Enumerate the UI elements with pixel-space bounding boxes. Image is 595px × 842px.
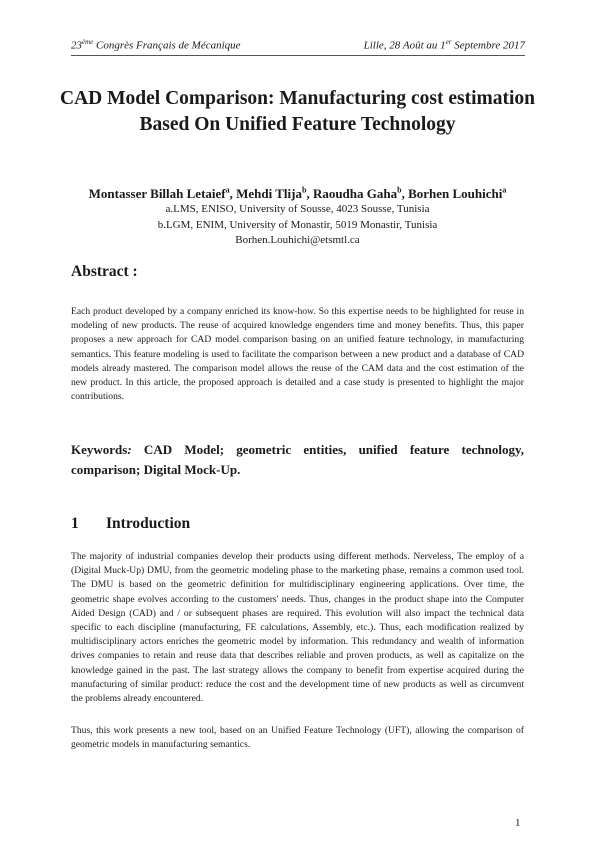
author: Borhen Louhichi$^a$ (408, 186, 507, 202)
paper-title: CAD Model Comparison: Manufacturing cost estimation Based On Unified Feature Technology (60, 88, 536, 135)
author: Raoudha Gaha$^b$, (312, 186, 409, 202)
author-email[interactable]: Borhen.Louhichi@etsmtl.ca (235, 234, 360, 246)
conference-name: 23ème Congrès Français de Mécanique (71, 38, 241, 52)
abstract-heading: Abstract : (71, 263, 138, 280)
section-heading-introduction (71, 515, 190, 533)
abstract-text: Each product developed by a company enriched its know-how. So this expertise needs to be highlighted for reuse in modeling of new products. The reuse of acquired knowledge engenders time and money benefits. Thus, this paper proposes a new approach for CAD model comparison basing on an unified feature technology, in manufacturing semantics. This feature modeling is used to facilitate the comparison between a new product and a database of CAD models already mastered. The comparison model allows the reuse of the CAM data and the cost estimation of the new product. In this article, the proposed approach is detailed and a case study is presented to highlight the major contributions. (71, 306, 524, 403)
author-list (60, 183, 535, 201)
section-number: 1 (71, 515, 79, 532)
author: Mehdi Tlija$^b$, (236, 186, 313, 202)
section-title: Introduction (106, 515, 191, 532)
keywords: Keywords: CAD Model; geometric entities, unified feature technology, comparison; Digital Mock-Up. (71, 442, 524, 477)
running-header (71, 36, 525, 56)
page-number: 1 (515, 817, 521, 829)
introduction-paragraph-2: Thus, this work presents a new tool, based on an Unified Feature Technology (UFT), allowing the comparison of geometric models in manufacturing semantics. (71, 725, 524, 751)
affiliation-b: b.LGM, ENIM, University of Monastir, 5019 Monastir, Tunisia (157, 219, 438, 231)
introduction-paragraph-1: The majority of industrial companies develop their products using different methods. Nerveless, The employ of a (Digital Muck-Up) DMU, from the geometric modeling phase to the marketing phase, remains a common used tool. The DMU is based on the geometric definition for multidisciplinary engineering applications. Over time, the geometric shape evolves according to the customers' needs. Thus, changes in the product shape into the Computer Aided Design (CAD) and / or subsequent phases are required. This evolution will also impact the technical data specific to each discipline (manufacturing, FE calculations, Assembly, etc.). Thus, each modification realized by multidisciplinary actors enriches the geometric model by information. This redundancy and wealth of information drives companies to retain and reuse data that describes reliable and proven products, as well as capitalize on the knowledge gained in the past. The last strategy allows the company to benefit from expertise acquired during the manufacturing of similar product: reduce the cost and the development time of new products as well as circumvent the problems already encountered. (71, 551, 524, 705)
affiliation-a: a.LMS, ENISO, University of Sousse, 4023 Sousse, Tunisia (165, 203, 430, 215)
author: Montasser Billah Letaief$^a$, (88, 186, 237, 202)
conference-date: Lille, 28 Août au 1er Septembre 2017 (363, 38, 525, 52)
